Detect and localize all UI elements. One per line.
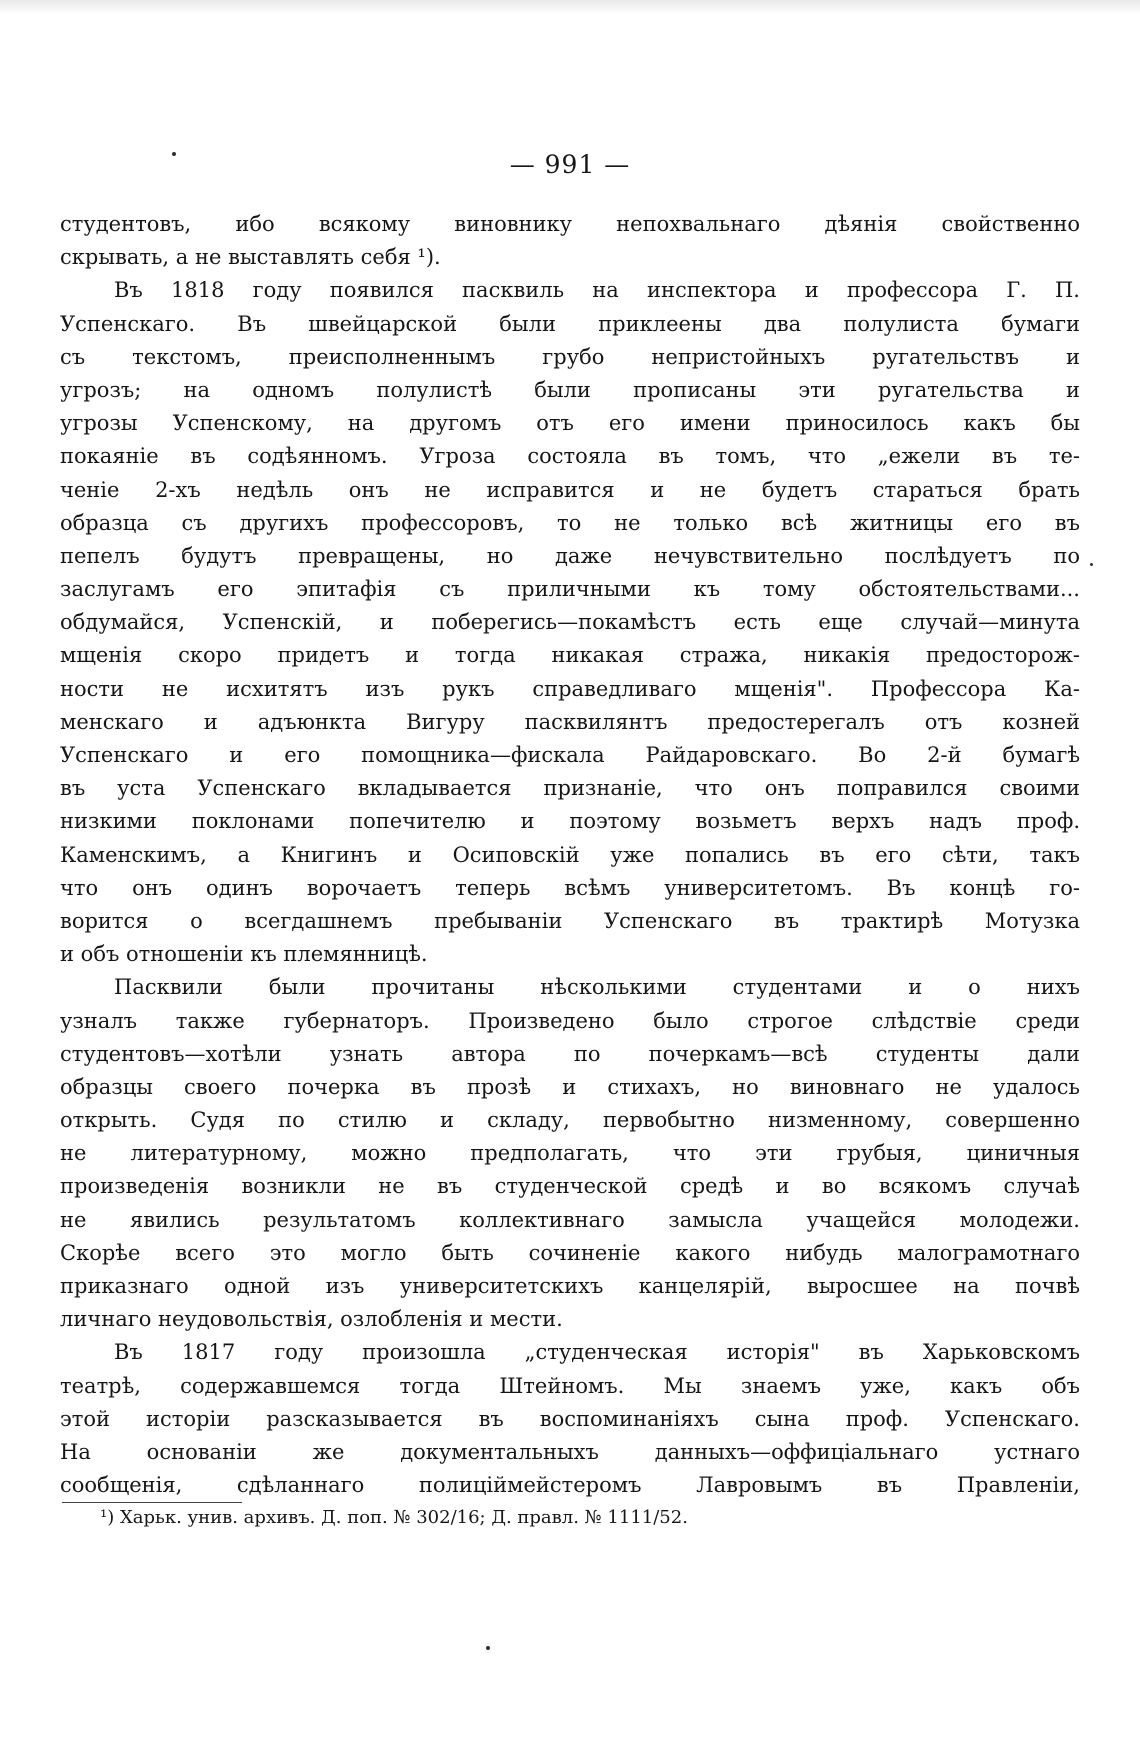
text-line: ности не исхитятъ изъ рукъ справедливаго мщенія". Профессора Ка- (60, 676, 1080, 701)
text-line: угрозы Успенскому, на другомъ отъ его имени приносилось какъ бы (60, 411, 1080, 436)
text-line: не явились результатомъ коллективнаго замысла учащейся молодежи. (60, 1207, 1080, 1232)
scan-speck (172, 152, 176, 156)
page-number: — 991 — (509, 150, 631, 179)
footnote: ¹) Харьк. унив. архивъ. Д. поп. № 302/16; Д. правл. № 1111/52. (100, 1507, 688, 1528)
text-line: и объ отношеніи къ племянницѣ. (60, 942, 428, 967)
text-line: не литературному, можно предполагать, что эти грубыя, циничныя (60, 1141, 1080, 1166)
text-line: угрозъ; на одномъ полулистѣ были прописаны эти ругательства и (60, 377, 1080, 402)
text-line: студентовъ—хотѣли узнать автора по почеркамъ—всѣ студенты дали (60, 1041, 1080, 1066)
scan-speck (1090, 563, 1093, 566)
footnote-divider (62, 1502, 242, 1503)
text-line: низкими поклонами попечителю и поэтому возьметъ верхъ надъ проф. (60, 809, 1080, 834)
text-line: произведенія возникли не въ студенческой средѣ и во всякомъ случаѣ (60, 1174, 1080, 1199)
text-line: обдумайся, Успенскій, и поберегись—покамѣстъ есть еще случай—минута (60, 610, 1080, 635)
text-line: Успенскаго. Въ швейцарской были приклеены два полулиста бумаги (60, 311, 1080, 336)
text-line: ворится о всегдашнемъ пребываніи Успенскаго въ трактирѣ Мотузка (60, 908, 1080, 933)
text-line: что онъ одинъ ворочаетъ теперь всѣмъ университетомъ. Въ концѣ го- (60, 875, 1080, 900)
text-line: съ текстомъ, преисполненнымъ грубо непристойныхъ ругательствъ и (60, 344, 1080, 369)
text-line: пепелъ будутъ превращены, но даже нечувствительно послѣдуетъ по (60, 543, 1080, 568)
text-line: образца съ другихъ профессоровъ, то не только всѣ житницы его въ (60, 510, 1080, 535)
text-line: Пасквили были прочитаны нѣсколькими студентами и о нихъ (114, 975, 1080, 1000)
text-line: личнаго неудовольствія, озлобленія и мести. (60, 1307, 563, 1332)
text-line: узналъ также губернаторъ. Произведено было строгое слѣдствіе среди (60, 1008, 1080, 1033)
text-line: приказнаго одной изъ университетскихъ канцелярій, выросшее на почвѣ (60, 1274, 1080, 1298)
text-line: образцы своего почерка въ прозѣ и стихахъ, но виновнаго не удалось (60, 1074, 1080, 1099)
text-line: менскаго и адъюнкта Вигуру пасквилянтъ предостерегалъ отъ козней (60, 709, 1080, 734)
body-text (60, 208, 1080, 1502)
text-line: покаяніе въ содѣянномъ. Угроза состояла въ томъ, что „ежели въ те- (60, 444, 1080, 469)
text-line: ченіе 2-хъ недѣль онъ не исправится и не будетъ стараться брать (60, 477, 1080, 502)
text-line: этой исторіи разсказывается въ воспоминаніяхъ сына проф. Успенскаго. (60, 1406, 1080, 1431)
text-line: Успенскаго и его помощника—фискала Райдаровскаго. Во 2-й бумагѣ (60, 743, 1080, 767)
text-line: мщенія скоро придетъ и тогда никакая стража, никакія предосторож- (60, 643, 1080, 668)
text-line: Скорѣе всего это могло быть сочиненіе какого нибудь малограмотнаго (60, 1240, 1080, 1265)
text-line: студентовъ, ибо всякому виновнику непохвальнаго дѣянія свойственно (60, 212, 1080, 236)
text-line: Каменскимъ, а Книгинъ и Осиповскій уже попались въ его сѣти, такъ (60, 842, 1080, 867)
text-line: Въ 1818 году появился пасквиль на инспектора и профессора Г. П. (114, 278, 1080, 303)
text-line: въ уста Успенскаго вкладывается признаніе, что онъ поправился своими (60, 776, 1080, 801)
scan-edge-shadow (0, 0, 1140, 14)
text-line: заслугамъ его эпитафія съ приличными къ тому обстоятельствами... (60, 577, 1080, 602)
text-line: скрывать, а не выставлять себя ¹). (60, 245, 441, 270)
text-line: сообщенія, сдѣланнаго полиціймейстеромъ Лавровымъ въ Правленіи, (60, 1473, 1080, 1498)
text-line: открыть. Судя по стилю и складу, первобытно низменному, совершенно (60, 1108, 1080, 1133)
scan-speck (486, 1646, 490, 1650)
text-line: Въ 1817 году произошла „студенческая исторія" въ Харьковскомъ (114, 1340, 1080, 1365)
text-line: театрѣ, содержавшемся тогда Штейномъ. Мы знаемъ уже, какъ объ (60, 1373, 1080, 1398)
text-line: На основаніи же документальныхъ данныхъ—оффиціальнаго устнаго (60, 1439, 1080, 1464)
